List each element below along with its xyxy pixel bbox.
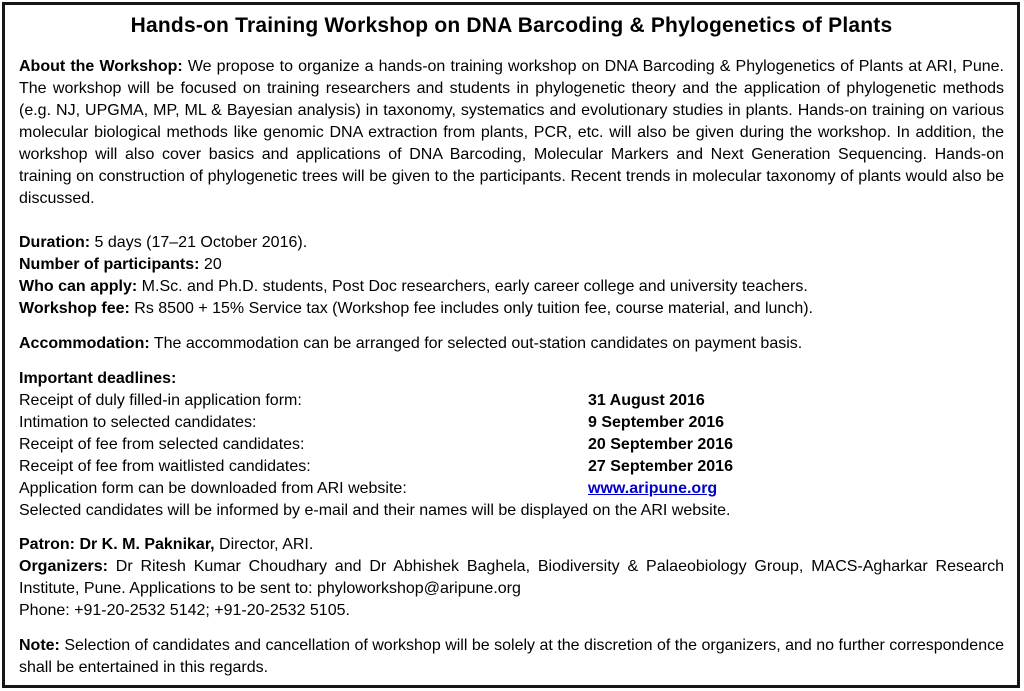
workshop-fee-label: Workshop fee: — [19, 300, 130, 317]
deadline-row-application-download — [19, 478, 1004, 500]
accommodation-label: Accommodation: — [19, 335, 150, 352]
who-can-apply-value: M.Sc. and Ph.D. students, Post Doc researchers, early career college and university teachers. — [137, 278, 808, 295]
deadline-row-application-form — [19, 390, 1004, 412]
about-paragraph — [19, 56, 1004, 210]
deadline-date: 31 August 2016 — [588, 392, 705, 409]
note-label: Note: — [19, 637, 60, 654]
contacts-section — [19, 534, 1004, 622]
ari-website-link[interactable]: www.aripune.org — [588, 480, 718, 497]
deadline-date: 20 September 2016 — [588, 436, 733, 453]
deadline-row-fee-waitlisted — [19, 456, 1004, 478]
patron-text: Director, ARI. — [214, 536, 314, 553]
deadline-row-intimation — [19, 412, 1004, 434]
participants-label: Number of participants: — [19, 256, 200, 273]
organizers-text: Dr Ritesh Kumar Choudhary and Dr Abhishek Baghela, Biodiversity & Palaeobiology Group, MACS-Agharkar Research Institute, Pune. Applications to be sent to: phyloworkshop@aripune.org — [19, 558, 1004, 597]
deadlines-section — [19, 368, 1004, 522]
about-label: About the Workshop: — [19, 58, 183, 75]
duration-line — [19, 232, 1004, 254]
organizers-paragraph — [19, 556, 1004, 600]
patron-label: Patron: Dr K. M. Paknikar, — [19, 536, 215, 553]
accommodation-text: The accommodation can be arranged for selected out-station candidates on payment basis. — [149, 335, 803, 352]
note-text: Selection of candidates and cancellation of workshop will be solely at the discretion of the organizers, and no further correspondence shall be entertained in this regards. — [19, 637, 1004, 676]
organizers-label: Organizers: — [19, 558, 108, 575]
deadline-label: Application form can be downloaded from ARI website: — [19, 480, 407, 497]
participants-value: 20 — [199, 256, 222, 273]
who-can-apply-line — [19, 276, 1004, 298]
note-paragraph — [19, 635, 1004, 679]
who-can-apply-label: Who can apply: — [19, 278, 138, 295]
details-block — [19, 232, 1004, 320]
workshop-fee-value: Rs 8500 + 15% Service tax (Workshop fee includes only tuition fee, course material, and lunch). — [129, 300, 813, 317]
deadline-label: Receipt of fee from selected candidates: — [19, 436, 305, 453]
deadlines-heading: Important deadlines: — [19, 370, 177, 387]
patron-line — [19, 534, 1004, 556]
deadline-date: 27 September 2016 — [588, 458, 733, 475]
accommodation-line — [19, 333, 1004, 355]
selection-notice-line: Selected candidates will be informed by e-mail and their names will be displayed on the ARI website. — [19, 502, 731, 519]
deadline-label: Intimation to selected candidates: — [19, 414, 257, 431]
deadline-label: Receipt of fee from waitlisted candidates: — [19, 458, 311, 475]
participants-line — [19, 254, 1004, 276]
page-title: Hands-on Training Workshop on DNA Barcoding & Phylogenetics of Plants — [130, 14, 893, 37]
about-text: We propose to organize a hands-on training workshop on DNA Barcoding & Phylogenetics of Plants at ARI, Pune. The workshop will be focused on training researchers and students in phylogenetic theory and the application of phylogenetic methods (e.g. NJ, UPGMA, MP, ML & Bayesian analysis) in taxonomy, systematics and evolutionary studies in plants. Hands-on training on various molecular biological methods like genomic DNA extraction from plants, PCR, etc. will also be given during the workshop. In addition, the workshop will also cover basics and applications of DNA Barcoding, Molecular Markers and Next Generation Sequencing. Hands-on training on construction of phylogenetic trees will be given to the participants. Recent trends in molecular taxonomy of plants would also be discussed. — [19, 58, 1004, 207]
duration-value: 5 days (17–21 October 2016). — [90, 234, 308, 251]
deadline-date: 9 September 2016 — [588, 414, 725, 431]
phone-line: Phone: +91-20-2532 5142; +91-20-2532 5105. — [19, 602, 350, 619]
workshop-announcement-page — [2, 2, 1020, 688]
workshop-fee-line — [19, 298, 1004, 320]
deadline-row-fee-selected — [19, 434, 1004, 456]
deadline-label: Receipt of duly filled-in application form: — [19, 392, 302, 409]
duration-label: Duration: — [19, 234, 91, 251]
